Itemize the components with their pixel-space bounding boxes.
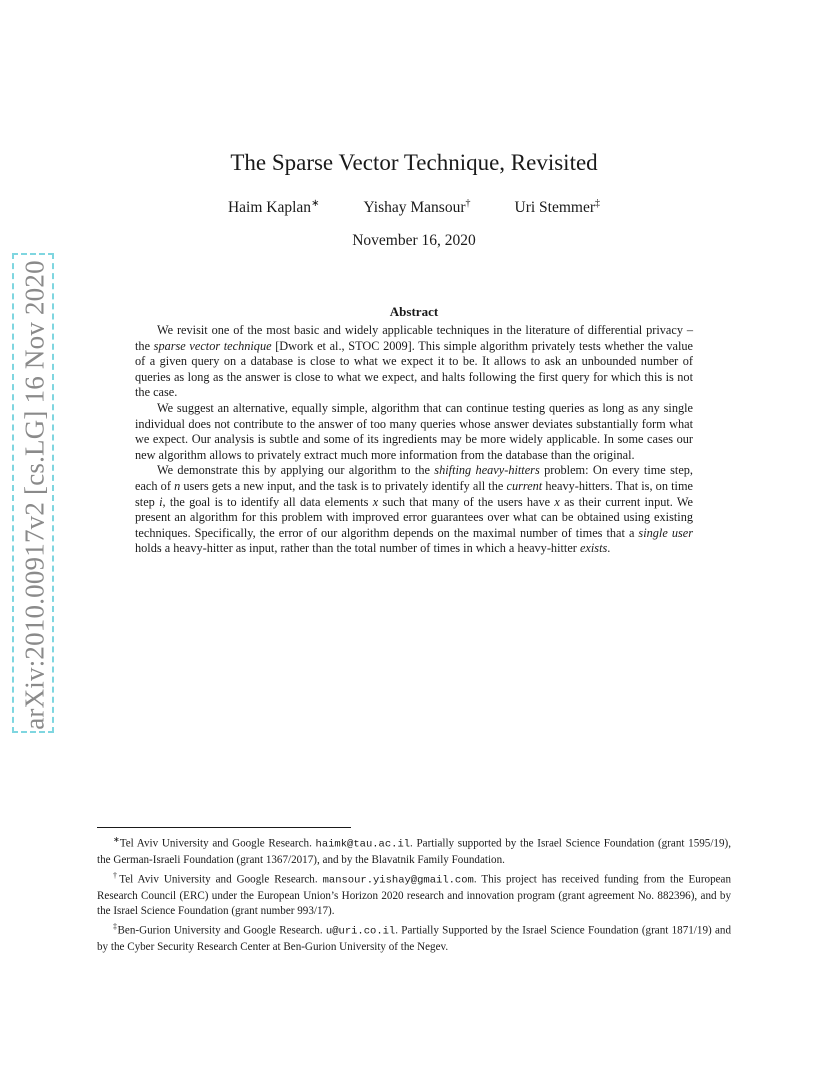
text-run: We revisit one of the most basic and widely applicable techniques in the literature of differential privacy – the	[135, 323, 693, 353]
abstract-paragraph	[135, 463, 693, 557]
author-footnote-mark[interactable]: ‡	[595, 198, 600, 209]
text-run: [Dwork et al., STOC 2009]. This simple algorithm privately tests whether the value of a given query on a database is close to what we expect it to be. It allows to ask an unbounded number of queries as long as the answer is close to what we expect, and halts following the first query for which this is not the case.	[135, 338, 693, 400]
footnote	[97, 919, 731, 955]
author-name: Yishay Mansour	[363, 199, 466, 217]
text-run: We demonstrate this by applying our algorithm to the	[157, 463, 435, 478]
text-run: . Partially supported by the Israel Science Foundation (grant 1595/19), the German-Israeli Foundation (grant 1367/2017), and by the Blavatnik Family Foundation.	[97, 837, 731, 866]
abstract-paragraph	[135, 323, 693, 401]
author-footnote-mark[interactable]: ∗	[311, 198, 320, 209]
math-variable: n	[174, 478, 181, 493]
math-variable: x	[554, 494, 560, 509]
text-run: holds a heavy-hitter as input, rather than the total number of times in which a heavy-hitter	[135, 541, 580, 556]
abstract-heading: Abstract	[389, 304, 439, 319]
text-run: heavy-hitters. That is, on time step	[135, 478, 693, 509]
text-run: users gets a new input, and the task is to privately identify all the	[180, 478, 507, 493]
text-run: Tel Aviv University and Google Research.	[119, 837, 316, 850]
emphasis: exists	[579, 541, 608, 556]
author-list	[0, 198, 828, 217]
arxiv-identifier-stamp[interactable]	[12, 253, 54, 733]
text-run: , the goal is to identify all data elements	[162, 494, 373, 509]
footnote	[97, 832, 731, 868]
paper-title: The Sparse Vector Technique, Revisited	[230, 150, 598, 175]
footnote-mark: ∗	[113, 835, 120, 844]
text-run: . This project has received funding from the European Research Council (ERC) under the European Union’s Horizon 2020 research and innovation program (grant agreement No. 882396), and by the Israel Science Foundation (grant number 993/17).	[97, 873, 732, 917]
footnotes	[97, 832, 731, 955]
author-footnote-mark[interactable]: †	[465, 198, 471, 209]
text-run: .	[607, 541, 611, 556]
footnote-mark: †	[113, 870, 120, 880]
math-variable: x	[372, 494, 379, 509]
author-name: Haim Kaplan	[227, 199, 312, 217]
text-run: Tel Aviv University and Google Research.	[119, 873, 323, 886]
abstract-paragraph: We suggest an alternative, equally simple, algorithm that can continue testing queries as long as any single individual does not contribute to the answer of too many queries whose answer deviates substantially form what we expect. Our analysis is subtle and some of its ingredients may be more widely applicable. In some cases our new algorithm allows to privately extract much more information from the database than the original.	[135, 400, 693, 462]
email-link[interactable]: mansour.yishay@gmail.com	[322, 874, 474, 887]
email-link[interactable]: u@uri.co.il	[325, 925, 396, 938]
footnote	[97, 868, 731, 919]
text-run: problem: On every time step, each of	[135, 463, 694, 493]
author	[515, 198, 601, 217]
text-run: . Partially Supported by the Israel Science Foundation (grant 1871/19) and by the Cyber Security Research Center at Ben-Gurion University of the Negev.	[97, 924, 731, 953]
math-variable: i	[159, 494, 163, 509]
emphasis: sparse vector technique	[153, 338, 272, 353]
abstract-body	[135, 323, 693, 557]
emphasis: shifting heavy-hitters	[434, 463, 540, 478]
paper-date: November 16, 2020	[352, 232, 476, 249]
text-run: as their current input. We present an algorithm for this problem with improved error guarantees over what can be obtained using existing techniques. Specifically, the error of our algorithm depends on the maximal number of times that a	[135, 494, 693, 540]
email-link[interactable]: haimk@tau.ac.il	[315, 838, 411, 851]
text-run: Ben-Gurion University and Google Research.	[117, 924, 326, 937]
author	[228, 198, 319, 217]
footnote-mark: ‡	[113, 921, 118, 931]
author	[363, 198, 470, 217]
footnote-divider	[97, 827, 351, 828]
emphasis: single user	[638, 525, 693, 540]
arxiv-identifier-text: arXiv:2010.00917v2 [cs.LG] 16 Nov 2020	[19, 260, 50, 730]
author-name: Uri Stemmer	[514, 199, 595, 217]
emphasis: current	[506, 478, 543, 493]
text-run: such that many of the users have	[378, 494, 555, 509]
